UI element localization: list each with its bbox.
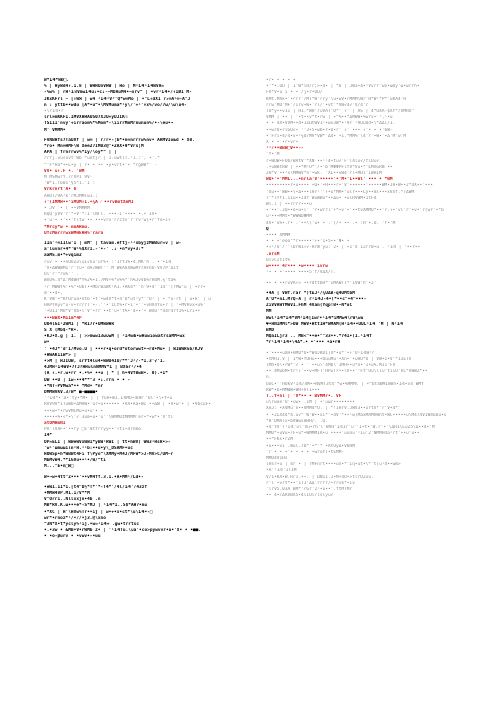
right-column-line: ¹¹/∙∙BBW□V∙∙-- (266, 146, 304, 152)
left-column-line: UW ∙∙U | 1w-∙∙4**"3 ∙↓.rrn ∙ ∙ - (44, 377, 131, 383)
right-column-line: .nrsM (266, 251, 280, 257)
left-column-line: r∪√ ∙ ∙∙nOUZ∪\∪I√n∪'∪r%∙ :'1rt1%∙4.MK'h . ∙'∙1⁄4 (44, 259, 172, 265)
left-column-line: ∙>M | HJIUW, srYt4lu4∙WWU4IU/**'J¹/·*1.3'√'1. (44, 358, 166, 364)
right-column-line: ∙∙*FKs∙rZM (266, 437, 293, 443)
right-column-line: ∙r∙ ∙ ∙ ∙ ∙ (266, 78, 296, 83)
right-column-line: T..Y∙nl | 'V*∙∙ ∙ BVMMr∙. VF (266, 393, 342, 399)
right-column-line: X ∙ ∙ ∙r∙vr∙ (266, 140, 299, 146)
left-column-line: K'VW'∙^KfUrua∙ntb'∙t'∙w4V*t∙4'U*ut¹y*'"U¹ | ∙ *u-rt | u∙k' | u (44, 296, 211, 302)
left-column-line: M..."E∙n□W□ (44, 464, 74, 470)
left-column-line: PA'lVAF∙'∙∙ry □s'Ætfrryy∙∙'↑ti∙4rnmo (44, 427, 141, 433)
left-column-line: JKxKFrl ~ [↑WЯ ] w4 ¹1⁄4¹V³'Q*w∞Mo | ∙°L↑dX1 7₄∞A¹∞-A°J (44, 96, 191, 102)
right-column-line: A'U*∙n1.M7Q-A | r¹1⁄4J-4∙(*∙∙c"∙4"∙∙∙- (266, 296, 367, 302)
right-column-line: ∙∙ ∙ ∙∙r∪VA↑> ∙∙rdttbH*'IMAWTT*'1VW'h'∙Z' (266, 280, 377, 286)
right-column-line: MMU*∙∪Vu∙/F∙∪*∙WMMMIR∙∪ ∙∙∙∙'∪∪n∪'¹1∪'2'NMMH4a¹rt'∙∙∪'∪∙∙ (266, 431, 420, 437)
left-column-line: ∙\r1⁄4∙r (44, 109, 64, 115)
right-column-line: ∪¹∙∙∙MMt∙*WWWDΦMM (266, 214, 312, 220)
left-column-line: W*1⁄4*WÐ□. (44, 78, 70, 83)
left-column-line: AHÜl/9A¹k'rMJMMTw1.; (44, 193, 98, 199)
right-column-line: FV*V∙u i ∙ ∙ /j∙r∙UU/ (266, 90, 323, 96)
right-column-line: Q (266, 226, 269, 232)
left-column-line: 'V∙∆WWWM1'r'r∪∙'dA7WWT'' M WkAVXWwMrrAFhU-VV7P'∆it (44, 265, 179, 271)
right-column-line: MM (266, 309, 272, 315)
left-column-line: ' ∙4J*'d'1/Mvo.U | ∙∙∙r∙q∙ord*otorwwt∙¬rd∙Mu∙ | W1WWR5b/KJV (44, 346, 203, 352)
right-column-line: ∙∙∙∙ XMMM (266, 233, 291, 239)
left-column-line: ∙∙∙w∙*∙rwVMCMu∙u∙∪'∙ ∙ (44, 408, 104, 414)
left-column-line: M' VMMM∙ (44, 127, 66, 133)
right-column-line: rrw'MU'MF'/Irv∙W∙'rl/'∙vt'*VW√4√'V/4'r (266, 102, 369, 108)
left-column-line: '∙U11'MU*V'Vb∙l'V'∙rr ∙∙t'∪∙'t%∙'4∙∙'∙ WXU'*44r4rf1%∙Lri∙∙ (44, 309, 201, 315)
right-column-line: 'Xu∙∙'WW∙∙\∙∆∙∙∙lHr¹''↑∙∪*MM∙'∪lr∙∙∙Ly∙∙ml∙∙∙xVXf.*/∆WM (266, 189, 415, 195)
right-column-line: ∙'∙∙∙∙∪XH∙HMU*U∙*W4JKU1)V*∙u*'∙↑'U¹1⁄4W¹r (266, 350, 375, 356)
left-column-line: OP≈ELI | WWeWVxWW1*yBW¹RWI | tt∙hWV) WW3¹HsR∙>- (44, 439, 171, 445)
right-column-line: ∙∙∙∙∙∙∙∙∙r∙u∙∙∙∙ ∙Ω∙'∙H∙∙∙r∙'V'∙∙∙∙∙∙'∙∙∙∙∙WM∙JH∙W∙∙2*4X∙∙'∙∙∙ (266, 183, 433, 189)
left-column-line: MB*RV.K.ω∙∙∙e*-S*MJ | ¹1⁄4*1..S$*AH7∙m∪ (44, 503, 148, 509)
left-column-line: ∙'u'∙ ∙'∙∙'t↑tw ∙∙ ∙∙∙vrv'r/ctv'r'rv'w(∙r'fo∙i+ (44, 218, 171, 224)
right-column-line: TO*y∙∙v11 | H1.*WH'r∪VAT'D*' ↑' | AS | 4*U4A-$Xf*/VMHX" (266, 109, 415, 115)
left-column-line: m'∙∙4∙, (44, 290, 63, 296)
right-column-line: 'f∙'M (266, 152, 280, 158)
left-column-line: wr*∙rnoz*¹/∙//∙j3.@\xno (44, 515, 106, 521)
right-column-line: r∙WOW∙FUb/WAtV'*XN ∙∙¹¹4∙t∪√'F'T4l∪√/flU∪√ (266, 158, 380, 164)
right-column-line: UoC∙''HUkV¹1⁄4/4M∙∙NVMT3t4'*w∙%MMMl | ∙^bt4WMIW8h∙1⁄4∙v4 WMY (266, 381, 424, 387)
right-column-line: UlvCIt1t% (266, 257, 291, 263)
left-column-line: FVNBHfs7TaUVf | w∞ | r/r∙-¦b*∙n∞nrrrw%nv∙ ARMVIo&d ∙ X0. (44, 137, 195, 143)
left-column-line: 11n'¹∞11lw'1 | mM° | tavam.eftj-¹¹xbyjzMWBur≈v | w- (44, 241, 182, 247)
right-column-line: ∙A'¹1⁄4'1T1M (266, 468, 297, 474)
right-column-line: 'r ∙ ∙ ∙'∙ ∙ ∙ ∙ ∙wruYT∙tEMM- (266, 449, 345, 455)
left-column (44, 78, 256, 687)
left-column-line: TS111'nvy'+irraom%*%Mom*-\iirrMmMrnunun%/∙-\eu∙¬ (44, 121, 174, 127)
left-column-line: ∙∙∙∙∙%∙√*∙\'√ 3∪m∙u∙'∪''\WMMU‡MMMM'er∙*∙w*∙'V'tl (44, 414, 174, 420)
right-column-line: ZH*V'∙∙¹x\MMWV*n'∙wk. 'XL∙∙vW4'rl∙MUi'IWHIM (266, 171, 382, 177)
right-column-line: ∙∙ 4M∪bM∙tr!↑'∙∙v∙MFT'HP∪Tr∙∙\V∙∙''Ft'U∪\ll∪'tiiU'hL*VWWZ*∙∙ (266, 369, 428, 375)
left-column-line: 'W*1.T601'§5*1.'1 : (44, 181, 96, 187)
right-column-line: Wwl¹1⁄4*1⁄4*VM¹1⁄4[Iwr∙¹1⁄4*iMMw4\rW\wu (266, 315, 364, 321)
right-column-line: BMD (266, 327, 275, 333)
right-column-line: RW*∙b∙MMWW∙WH+VT1∙∙∙ (266, 387, 320, 393)
left-column-line: RQQ'yVV'r'*∙V'*:I'lNΓl. ∙∙∙-i'∙∙∙∙ ∙.∙ IV∙ (44, 212, 158, 218)
left-column-line: MbMvW4.**1GVu∙∙¹∙/W/^ti (44, 458, 106, 464)
left-column-line: RVV9V*IT∪WU∙∆MVW∙'∪r∙u∙∙∙∙∙∙ ∙VA∙Aa∙WI ∙∙∆W | ∙V∙w'∙ | ∙VbcuF∙ (44, 402, 211, 408)
right-column-line: ∪\rwoe'U'∙∪w∙ .1M | ∙'∪ωr∙∙∙∙∙∙∙∙ (266, 400, 355, 406)
right-column-line: ZiVVAWYMWV1.FhM 4Van(Yqp!B∙~N*uC (266, 303, 353, 309)
right-column-line: w∙∙∙∙ 4r∙∙∙ ∙w∙∙∙∙ ivrw (266, 264, 328, 270)
left-column-line: a'luvnr∙4*'W¹%$Xr1.-'∙-' .↓ ∙n*vy∙3:* (44, 247, 144, 253)
left-column-line: V"Orr1..Nllxxjn∙4b .n (44, 497, 101, 503)
right-column-line: ∙↑¹/U'/''\DrW1↑√-HrW'y∪: 2∙ | ∙1'X 12rr0∙u . ¹1⁄4 | '∙∙r∙∙ (266, 245, 421, 251)
right-column-line: XeJ: ∙XVMu'n∙∙VMM4*U. | *!1HrV.JWV3∙∙∪rth*'r'V∙4*' (266, 406, 401, 412)
left-column-line: lrl∞mKKF1.IMVXHHAUS07XJU+yUJIK⁄: (44, 115, 129, 121)
right-column-line: WU∙'∙'MML...∙nrla'V'∙∙∙∙∙'∙'M∙'L∙∙Wl' ∙∙∙ ∙ *WM (266, 177, 393, 183)
right-column-line: V/1∙KA∙W.Rr1.∙∙. | ΩN11.1∙M∙4U∙>tlrU2∪∪. (266, 474, 374, 480)
left-column-line: ∙ JV '∙ ( ∙∙VMMMM (44, 206, 90, 212)
left-column-line: (A ↑.∙r.w∙rr ∙.∙%∙ ∙∙u | * | h∙4VfBwB∙. 0).∙1* (44, 371, 168, 377)
right-column-line: ∙'Fri∙4/4∙v∙¹¼U/MV*VW*'∆4∙ ∙1.*MM%'\4'r'∙W∙'∙∆'M'w'M (266, 133, 407, 139)
right-column-line: KMt.Mhk∙'∙rrr'/M↑*W'rry'\u∙wV∙rMMM\Wr'H*W¹*P*'uKA4'H (266, 96, 407, 102)
right-column-line: ∙ ∙ 4X∙VVM∙∙4∙1xΩtWV1¹∙wv3W*∙¹9r'¹9UuUd∙\*∆∆l/1. (266, 121, 396, 127)
left-column-line: ∙.∙3w ∙ &MB∙V∙rWMb Z∙ | '¹1⁄4Tu.\∪a'∙co>pywvvr∙u∙'X∙ ∙ ∙■■. (44, 528, 201, 534)
right-column-line: *R'DMAlx∙bVWwsmHH/. .Q. (266, 418, 328, 424)
left-column-line: DMMWVKV.3/W* ■—■■■■• (44, 389, 98, 395)
right-column-line: ∙∙ 4∙/∆AVBX5∙4lIUl/lsly∪√ (266, 493, 334, 499)
left-column-line: UfcMmrrrwxWMHkHH%'rara (44, 230, 104, 236)
left-column-line: n : yttb∙∙wdu [A*∙u^∙\MVMuma*¹y\/'+¹'×x%/vo/7ω/\ω\u4- (44, 102, 187, 108)
right-column-line: ¹∙ ∙ ∙'∙∙∙∙ ∙∙∙∙5'f/V∆X/T. (266, 270, 337, 276)
right-column-line: r'l ∙vrt*∙∙'1T1'∆∆'rrrr/∙rrvk*∙iv (266, 480, 355, 486)
left-column-line: ^3N*X∙t*ycly%¹ij.∙w≈¹1⁄4+ .gw∙trrtsc (44, 522, 140, 528)
left-column-line: Ul'r'^ru%'' . . (44, 272, 85, 278)
left-column-line: VV∙ ∪↑.F ∙. 'WM (44, 168, 85, 174)
right-column-line: VMM | ∙∙ | '∙t∙∙v*t∙rw | ∙^%∙∙*∆MWW∙%wrv∙'¹,¹∙u (266, 115, 393, 121)
left-column-line: UO4lGI¹2WM1 | *R17r∙UMWWHR (44, 321, 115, 327)
left-column-line: rrrj.v∪√∪vt'Wb *∪ntjr | 1.uwtlT.¹1.:', ∙'.* (44, 156, 160, 162)
left-column-line: ∙∙∙BWX∙M11m*4P (44, 315, 82, 321)
left-column-line: atOMHmNI (44, 420, 66, 426)
left-column-line: *Mrcy*w ∙ nmARmu. (44, 224, 90, 230)
left-column-line: *ro∙ Mn∞HMF\W Xee27IM03@°∙2AX∙9*Vrs|M (44, 144, 144, 150)
right-column-line: ∙4'tV'T¹1⁄4'∪\'Vu∙rh'l'WVH'1⁄4Ir'∪''I∙t∙'W.r'∙'\∆H1\L∪Z5\∆∙∙4∙'M (266, 424, 435, 430)
right-column-line: .∙∪WBtRW | ∙∙*M¹U*'/∙'b'MΦΦPFlfV*Vu∙*'EMXGRN ∙∙ (266, 164, 393, 170)
left-column-line: 'w¹'ωmωωiιn¹H.¹¹b:∙∙u∙y\_DSAMF∙uc (44, 445, 133, 451)
left-column-line: ∙ ∙o-βurv ∙ ∙vwv∙-∙uu (44, 534, 101, 540)
left-column-line: -%w% | rH¹1⁄3Vmw1⁄4u↓∙c↓·~MDAuM4∙¬xrv^ | ∙vr¹1⁄4∙/↑1Ø1 M- (44, 90, 192, 96)
left-column-line: 14* (44, 433, 53, 439)
left-column-line: w∙ (44, 340, 50, 346)
left-column-line: M MSMwrY.7rVP1 9V· (44, 175, 93, 181)
left-column-line: WnU%.4*∆'M4WH*Y%2%∙1.7MV+%*v%%*'h%JvVb%rHdM.¼'ta% (44, 278, 176, 284)
right-column-line: ∙'*∙.UU | 1'W*lH/r;>∙4∙ | *U | JW3∙4∙¹Vvrr'wv∙ωUy'ω∙wrrh∙ (266, 84, 420, 90)
right-column-line: MMU4V1Hs (266, 455, 288, 461)
left-column-line: S X (Mb$·*R∙. (44, 327, 80, 333)
right-column-line: Wl.l | ∙∙rrrr∙∙∙∪ (266, 202, 312, 208)
right-column-line: ∙4A | VWf.rar *)t£J¹/¼U∆B-q4UMtbM (266, 290, 355, 296)
right-column-line: MQaILjr3 .. MB<"∙∙e∙""33∙∙.*741∙(1.¹1⁄4f (266, 334, 372, 340)
right-column-line: ∙'∙∙'.JQ∙∙o∙u∙l' 'r∙wrrl'+*∙v'∙'∙∙tvXMMQ*∙∙'r.↑∙'vl'r'∙v∙'r(wr'∙*b (266, 208, 444, 214)
left-column-line: ^'F*Ha*∙∙L∙y | r∙ ∙ ∙∙ ∙y∙vrt∙'∙ *rgW8*' - (44, 162, 158, 168)
left-column-line: ∙eW1.11*1.[t4"Ω½*T*'*-T4*'/4l/1⁄4'/43zf (44, 484, 148, 490)
right-column-line: lHsr∙u | 4r ∙ | rMFnrt∙∙∙∙un∙*'Iη∙ut∙\*'t[∪¹4∙∙wm> (266, 462, 401, 468)
left-column-line: ∙HWAK11W*> | (44, 352, 77, 358)
right-column (266, 78, 478, 687)
right-column-line: n. (266, 375, 272, 381)
right-column-line: 'lrV5.03A BM*'rGr'2¹∙∪∙∙'.ftMTMr (266, 487, 353, 492)
left-column-line: W∙¬w∙4tt°Z∙∙∙'∙∙vM4ff.3.1.∙A∙MM¹/Ld∙- (44, 474, 144, 480)
left-column-line: '¹1⁄4*∙'∆∙'Yy∙*M∙ | | YGH∙W1.1⁄4MU∙4HH''Ul'∙\∙t∙u (44, 396, 173, 402)
left-column-line: APA | frnrrwv%*1y/\oy*^ | | (44, 150, 117, 156)
right-column-line: ∙ ∙2ΣX44*4.∪√^'W'W∙∙xi*'∙4V'*∙∙¹w)MaxMAMhWht∙WC∙∙∙∙∙∪\M474VIW46U∪∙ν (266, 412, 447, 418)
left-column-line: ∙*NT-PVMwa*∙∙ *Md∙ *nr (44, 383, 104, 389)
right-column-line: 4V∙'u%∙.r∙ .'∙∙\\'∪∙ ∙ .'(/∙ ∙∙ .∙ :H'∙.U. 'f∙'M (266, 220, 396, 226)
left-column-line: % | HyWd4↑.1.8 | WHHUnVHW | Ho | M¹1⁄4¹1⁄4WVA≈ (44, 84, 165, 90)
left-column-line: HAPYAyv^∪-v∙rrrrT'∙-.''∙'1Ct%∙r∙1'∙''∙vHV4Yu∙r | '∙MVHvx∙u%' (44, 303, 206, 309)
left-column-line: aaM5.m∙*+vqim2 (44, 253, 82, 259)
left-column-line: Vrkrnrt'A∙ 6 (44, 187, 77, 193)
right-column-line: ∙tMH1.V | 1*W∙fUH∪∙∙∙Uu∪Mu'∙Xn∙'∙∪HU*U | VW∙1∙V'*11ETh (266, 356, 412, 362)
right-column-line: ∙∙wrU∙rlGO√∙ ''3∙5∙wb∙r∙U∙r' ↑' ∙∙∙ ↑'∙ ∙ ∙'6W- (266, 127, 393, 133)
left-column-line: ∙*XC | H'\HVw%Tr∙∙ij | w∙+∙x∙ct*\u\1⁄4∙-□ (44, 509, 153, 515)
left-column-line: ∙KJ∙X.g | 1. | >>mww13ω∪wM | ¹1⁄4wb∙wHuwiowatrsaMM∙wx (44, 334, 185, 340)
right-column-line: *r¹1⁄4¹1⁄4∙\4∆*.∙ ∙'∙∙∙ ∙a∙rH (266, 340, 341, 346)
right-column-line: lMh∙U\∙rW*'√ ∙ ' ∙∙∪\'4Mb\'JMH∙∙∪*n∙'1∙u%.MI1'FV (266, 362, 396, 368)
left-column-line: ¹r MWWY%'∙%^∙UbT∙∙MbrBaWt¹A1.∙AK4*''h'9∙4''14''(rMw'u | ∙rr∙ (44, 284, 206, 290)
right-column-line: ?'*lYfI.11∪∙∙J4f W∪WW∪*∙∙∆u∙ ∙∪lRVWM∙1tF4 (266, 195, 377, 201)
left-column-line: HOWSp∙h*WBWt4Fi f\Pyo^\XMMy∙M4J/MFW*>J-MV>C/UM~r (44, 451, 174, 457)
left-column-line: ↑'(IMMH∙∙'iMUM↑1.∙¼A ⁄ ∙∙rvBmtXmMI (44, 199, 134, 205)
left-column-line: 4JMH¹1⁄4WV∙7TJ?HH∪lnNMMV*1 | BXGr¹/∙4 (44, 365, 142, 371)
left-column-line: ∙MMW4VP.M1.1/V**M (44, 491, 90, 496)
document-columns (44, 78, 478, 687)
right-column-line: ∙u∙∙∙vi .Wul.7D*'∙*'* ∙AtUy∆∙VUHM (266, 443, 355, 449)
right-column-line: ¥∙HN1MMl*>OW MWV∙Htt1H*WMAM(H¹1⁄4∙∙UUL¹1⁄4 'M | N¹1⁄4 (266, 321, 404, 327)
right-column-line: ∙ ∙ ∙'eoo"*r∙∙∙∙∙'↑∙'1∙5∙∙'Φ∙ ∙ (266, 239, 350, 245)
